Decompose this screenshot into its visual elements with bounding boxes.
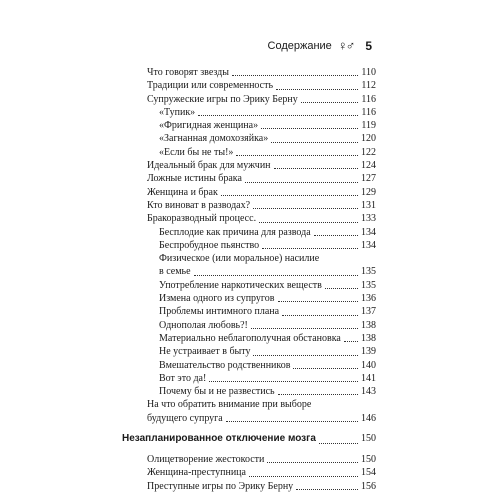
dot-leader: [198, 114, 358, 116]
dot-leader: [282, 314, 358, 316]
toc-entry-title: Женщина-преступница: [147, 467, 246, 479]
toc-entry: [147, 106, 376, 119]
toc-entry-title: Проблемы интимного плана: [159, 306, 280, 318]
toc-entry-page: 119: [361, 120, 376, 132]
toc-entry-page: 138: [361, 319, 376, 331]
toc-entry-page: 116: [361, 106, 376, 118]
toc-entry: [147, 305, 376, 318]
toc-entry-page: 120: [361, 133, 376, 145]
dot-leader: [267, 461, 358, 463]
toc-entry-title: Идеальный брак для мужчин: [147, 160, 271, 172]
toc-entry: [147, 265, 376, 278]
dot-leader: [314, 234, 358, 236]
toc-entry-page: 150: [361, 454, 376, 466]
toc-entry-title: Физическое (или моральное) насилие: [159, 253, 320, 265]
toc-entry-page: 146: [361, 412, 376, 424]
toc-entry: [147, 345, 376, 358]
toc-entry-page: 139: [361, 346, 376, 358]
toc-entry: [147, 119, 376, 132]
toc-entry-page: 112: [361, 80, 376, 92]
toc-entry-title: Олицетворение жестокости: [147, 454, 265, 466]
toc-entry: [147, 172, 376, 185]
dot-leader: [226, 420, 358, 422]
toc-entry-page: 127: [361, 173, 376, 185]
dot-leader: [276, 88, 358, 90]
toc-entry-title: Беспробудное пьянство: [159, 239, 260, 251]
toc-entry-title: Однополая любовь?!: [159, 319, 248, 331]
toc-entry: [147, 453, 376, 466]
toc-entry-title: Незапланированное отключение мозга: [122, 433, 316, 445]
toc-entry-page: 133: [361, 213, 376, 225]
section-title: Содержание: [267, 39, 332, 52]
page-number: 5: [365, 38, 372, 53]
toc-entry: [147, 66, 376, 79]
toc-entry-page: 110: [361, 67, 376, 78]
toc-entry: [147, 359, 376, 372]
toc-entry: [147, 199, 376, 212]
dot-leader: [325, 287, 358, 289]
toc-entry-page: 138: [361, 332, 376, 344]
toc-entry-title: Материально неблагополучная обстановка: [159, 332, 341, 344]
toc-entry-title: в семье: [159, 266, 191, 278]
toc-entry-title: Употребление наркотических веществ: [159, 279, 322, 291]
dot-leader: [322, 261, 373, 262]
toc-entry: [147, 186, 376, 199]
dot-leader: [221, 194, 358, 196]
toc-entry: [147, 79, 376, 92]
toc-entry-title: Вот это да!: [159, 372, 207, 384]
toc-entry-title: Ложные истины брака: [147, 173, 242, 185]
gender-symbol-icon: ♀♂: [337, 38, 354, 53]
toc-entry-page: 137: [361, 306, 376, 318]
dot-leader: [319, 442, 358, 444]
toc-entry-page: 122: [361, 146, 376, 158]
dot-leader: [344, 340, 358, 342]
dot-leader: [301, 101, 359, 103]
dot-leader: [278, 300, 359, 302]
toc-entry-title: Преступные игры по Эрику Берну: [147, 480, 294, 492]
dot-leader: [261, 127, 358, 129]
toc-entry: [147, 226, 376, 239]
toc-entry-title: Что говорят звезды: [147, 67, 229, 78]
toc-entry-page: 141: [361, 372, 376, 384]
toc-entry-title: Почему бы и не развестись: [159, 386, 275, 398]
dot-leader: [262, 247, 358, 249]
toc-entry-title: Традиции или современность: [147, 80, 274, 92]
toc-entry-page: 134: [361, 226, 376, 238]
toc-entry-page: 140: [361, 359, 376, 371]
toc-entry-title: «Тупик»: [159, 106, 196, 118]
toc-entry: [147, 398, 376, 411]
toc-entry-title: Кто виноват в разводах?: [147, 199, 251, 211]
dot-leader: [251, 327, 358, 329]
toc-entry: [147, 292, 376, 305]
dot-leader: [194, 274, 358, 276]
toc-entry-title: На что обратить внимание при выборе: [147, 399, 312, 411]
toc-entry: [147, 279, 376, 292]
toc-entry: [147, 319, 376, 332]
toc-entry: [147, 385, 376, 398]
toc-entry-page: 154: [361, 467, 376, 479]
toc-entry: [147, 132, 376, 145]
dot-leader: [253, 354, 358, 356]
toc-entry-title: «Загнанная домохозяйка»: [159, 133, 269, 145]
toc-entry-title: Измена одного из супругов: [159, 293, 275, 305]
toc-entry-title: Вмешательство родственников: [159, 359, 291, 371]
toc-entry: [147, 332, 376, 345]
toc-entry-title: Бракоразводный процесс.: [147, 213, 257, 225]
toc-entry-page: 150: [361, 433, 376, 445]
toc-entry-page: 143: [361, 386, 376, 398]
running-header: [268, 38, 372, 53]
dot-leader: [245, 181, 358, 183]
dot-leader: [236, 154, 358, 156]
toc-entry-title: Не устраивает в быту: [159, 346, 251, 358]
toc-entry-page: 134: [361, 239, 376, 251]
toc-entry: [147, 93, 376, 106]
toc-entry-page: 135: [361, 266, 376, 278]
toc-entry-title: Супружеские игры по Эрику Берну: [147, 93, 298, 105]
toc-entry-title: Бесплодие как причина для развода: [159, 226, 311, 238]
dot-leader: [249, 475, 358, 477]
toc-entry-page: 131: [361, 199, 376, 211]
toc-entry-page: 135: [361, 279, 376, 291]
dot-leader: [293, 367, 358, 369]
dot-leader: [296, 488, 358, 490]
toc-entry: [147, 159, 376, 172]
toc-entry: [147, 412, 376, 425]
table-of-contents: [122, 66, 376, 493]
toc-entry: [147, 146, 376, 159]
dot-leader: [274, 167, 358, 169]
toc-entry: [147, 212, 376, 225]
toc-entry-page: 124: [361, 160, 376, 172]
toc-entry-page: 116: [361, 93, 376, 105]
toc-entry-page: 136: [361, 293, 376, 305]
dot-leader: [278, 393, 358, 395]
dot-leader: [259, 221, 358, 223]
dot-leader: [253, 207, 358, 209]
dot-leader: [314, 408, 373, 409]
toc-entry-title: Женщина и брак: [147, 186, 218, 198]
toc-entry-page: 156: [361, 480, 376, 492]
toc-entry: [147, 372, 376, 385]
toc-entry-title: «Фригидная женщина»: [159, 120, 259, 132]
toc-entry: [147, 239, 376, 252]
toc-entry: [147, 480, 376, 493]
toc-entry: [147, 466, 376, 479]
toc-entry: [147, 252, 376, 265]
dot-leader: [209, 380, 358, 382]
dot-leader: [232, 74, 358, 76]
toc-entry-page: 129: [361, 186, 376, 198]
toc-entry: [122, 431, 376, 447]
toc-entry-title: «Если бы не ты!»: [159, 146, 234, 158]
toc-entry-title: будущего супруга: [147, 412, 223, 424]
dot-leader: [271, 141, 358, 143]
